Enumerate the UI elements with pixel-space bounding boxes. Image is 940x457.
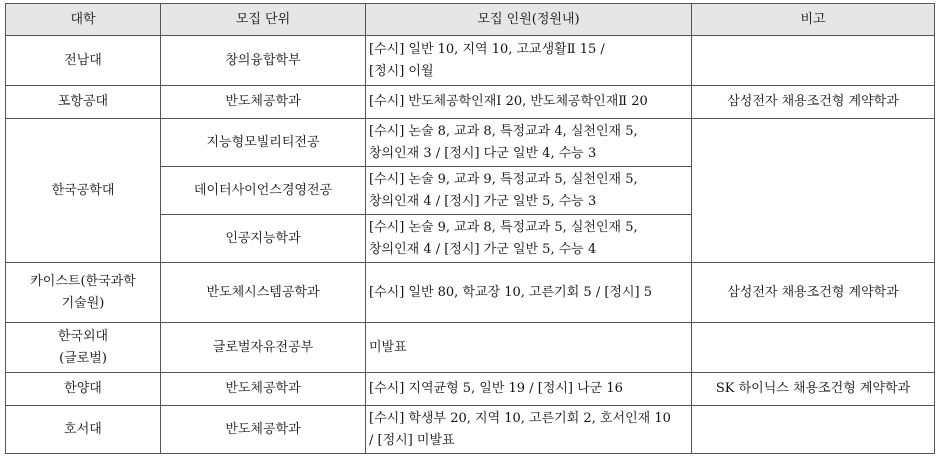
unit-cell: 반도체공학과 (161, 86, 366, 119)
quota-cell: [수시] 일반 80, 학교장 10, 고른기회 5 / [정시] 5 (366, 263, 692, 323)
quota-cell: [수시] 학생부 20, 지역 10, 고른기회 2, 호서인재 10 / [정시] 미발표 (366, 406, 692, 454)
quota-cell: [수시] 지역균형 5, 일반 19 / [정시] 나군 16 (366, 373, 692, 406)
quota-cell: [수시] 일반 10, 지역 10, 고교생활Ⅱ 15 / [정시] 이월 (366, 36, 692, 86)
note-cell: 삼성전자 채용조건형 계약학과 (692, 263, 935, 323)
note-cell: SK 하이닉스 채용조건형 계약학과 (692, 373, 935, 406)
university-cell: 한국공학대 (6, 119, 161, 263)
unit-cell: 반도체공학과 (161, 373, 366, 406)
quota-cell: [수시] 논술 9, 교과 9, 특정교과 5, 실천인재 5, 창의인재 4 / [정시] 가군 일반 5, 수능 3 (366, 167, 692, 215)
table-row (6, 323, 935, 373)
unit-cell: 창의융합학부 (161, 36, 366, 86)
unit-cell: 반도체시스템공학과 (161, 263, 366, 323)
note-cell (692, 119, 935, 263)
table-row (6, 86, 935, 119)
university-cell: 카이스트(한국과학 기술원) (6, 263, 161, 323)
table-row (6, 406, 935, 454)
university-cell: 포항공대 (6, 86, 161, 119)
admissions-table (5, 3, 935, 454)
unit-cell: 지능형모빌리티전공 (161, 119, 366, 167)
quota-cell: [수시] 반도체공학인재Ⅰ 20, 반도체공학인재Ⅱ 20 (366, 86, 692, 119)
quota-cell: [수시] 논술 8, 교과 8, 특정교과 4, 실천인재 5, 창의인재 3 / [정시] 다군 일반 4, 수능 3 (366, 119, 692, 167)
header-unit: 모집 단위 (161, 4, 366, 36)
header-university: 대학 (6, 4, 161, 36)
header-note: 비고 (692, 4, 935, 36)
header-row (6, 4, 935, 36)
table-row (6, 119, 935, 167)
university-cell: 전남대 (6, 36, 161, 86)
unit-cell: 반도체공학과 (161, 406, 366, 454)
note-cell (692, 406, 935, 454)
unit-cell: 글로벌자유전공부 (161, 323, 366, 373)
table-row (6, 373, 935, 406)
unit-cell: 인공지능학과 (161, 215, 366, 263)
note-cell: 삼성전자 채용조건형 계약학과 (692, 86, 935, 119)
header-quota: 모집 인원(정원내) (366, 4, 692, 36)
table-row (6, 36, 935, 86)
university-cell: 한양대 (6, 373, 161, 406)
university-cell: 한국외대 (글로벌) (6, 323, 161, 373)
unit-cell: 데이터사이언스경영전공 (161, 167, 366, 215)
quota-cell: [수시] 논술 9, 교과 8, 특정교과 5, 실천인재 5, 창의인재 4 / [정시] 가군 일반 5, 수능 4 (366, 215, 692, 263)
quota-cell: 미발표 (366, 323, 692, 373)
note-cell (692, 323, 935, 373)
note-cell (692, 36, 935, 86)
university-cell: 호서대 (6, 406, 161, 454)
table-row (6, 263, 935, 323)
